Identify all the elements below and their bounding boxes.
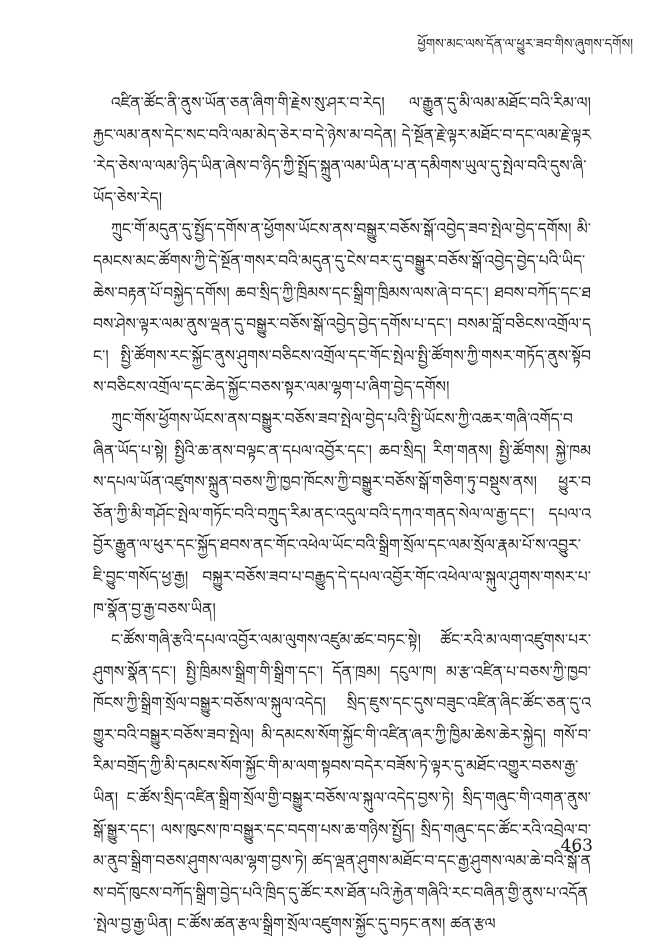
page-number: 463: [560, 836, 593, 856]
paragraph-2: ཀྲུང་གོ་མདུན་དུ་སྤྱོད་དགོས་ན་ཕྱོགས་ཡོངས་ནས་བསྒྱུར་བཅོས་སྒོ་འབྱེད་ཟབ་སྤེལ་བྱེད་དགོས། མི་དམངས་མང་ཚོགས་ཀྱི་དེ་སྔོན་གསར་བའི་མདུན་དུ་ངེས་བར་དུ་བསྒྱུར་བཅོས་སྒོ་འབྱེད་བྱེད་པའི་ཡིད་ཆེས་བརྟན་པོ་བསྐྱེད་དགོས། ཆབ་སྲིད་ཀྱི་ཁྲིམས་དང་སྒྲིག་ཁྲིམས་ལས་ཞེ་བ་དང་། ཐབས་བཀོད་དང་ཐབས་ཤེས་ལྟར་ལམ་ནུས་ལྡན་དུ་བསྒྱུར་བཅོས་སྒོ་འབྱེད་བྱེད་དགོས་པ་དང་། བསམ་བློ་བཅིངས་འགྲོལ་དང་། སྤྱི་ཚོགས་རང་སྐྱོང་ནུས་ཤུགས་བཅིངས་འགྲོལ་དང་གོང་སྤེལ་སྤྱི་ཚོགས་ཀྱི་གསར་གཏོད་ནུས་སྟོབས་བཅིངས་འགྲོལ་དང་ཆེད་སྐྱོང་བཅས་སྟར་ལམ་ལྷག་པ་ཞིག་བྱེད་དགོས།: [93, 220, 591, 397]
paragraph-1: འཛིན་ཚོང་ནི་ནུས་ཡོན་ཅན་ཞིག་གི་རྗེས་སུ་ཤར་བ་རེད། ལ་རྒྱུན་དུ་མི་ལམ་མཐོང་བའི་རིམ་ལ། རྐྱང་ལམ་ནས་དེང་སང་བའི་ལམ་མེད་ཅེར་བ་དེ་ཉེས་མ་བདེན། དེ་སྔོན་རྗེ་ལྟར་མཐོང་བ་དང་ལམ་རྗེ་ལྟར་རེད་ཅེས་ལ་ལམ་ཉིད་ཡིན་ཞེས་བ་ཉིད་ཀྱི་སྤྲོད་སྐྲུན་ལམ་ཡིན་པ་ན་དམིགས་ཡུལ་དུ་སྤེལ་བའི་དུས་ཞི་ཡོད་ཅེས་རེད།: [93, 94, 591, 207]
paragraph-4: ང་ཚོས་གཞི་རྩའི་དཔལ་འབྱོར་ལམ་ལུགས་འཛུམ་ཚང་བཏང་སྟེ། ཚོང་རའི་མ་ལག་འཛུགས་པར་ཤུགས་སྣོན་དང་། སྤྱི་ཁྲིམས་སྒྲིག་གི་སྒྲིག་དང་། དོན་ཁྲམ། དངུལ་ཁ། མ་རྩ་འཛིན་པ་བཅས་ཀྱི་ཁྱབ་ཁོངས་ཀྱི་སྒྲིག་སྲོལ་བསྒྱུར་བཅོས་ལ་སྐུལ་འདེད། སྲིད་ཇུས་དང་དུས་བཟུང་འཛིན་ཞིང་ཚོང་ཅན་དུ་འགྱུར་བའི་བསྒྱུར་བཅོས་ཟབ་སྤེལ། མི་དམངས་སོག་སྐྱོང་གི་འཛིན་ཞར་ཀྱི་ཁྱིམ་ཆེས་ཆེར་སྐྱེད། གསོ་བ་རིམ་བགྲོད་ཀྱི་མི་དམངས་སོག་སྐྱོང་གི་མ་ལག་སྟབས་བདེར་བཟོས་ཏེ་ལྟར་དུ་མཐོང་འགྱུར་བཅས་རྒྱ་ཡིན། ང་ཚོས་སྲིད་འཛིན་སྒྲིག་སྲོལ་གྱི་བསྒྱུར་བཅོས་ལ་སྐུལ་འདེད་བྱས་ཏེ། སྲིད་གཞུང་གི་འགན་ནུས་སྒོ་སྒྱུར་དང་། ལས་ཁུངས་ཁ་བསྒྱུར་དང་བདག་པས་ཆ་གཉིས་སྤྱོད། སྲིད་གཞུང་དང་ཚོང་རའི་འབྲེལ་བ་མ་ནུབ་སྒྲིག་བཅས་ཤུགས་ལམ་ལྷག་བྱས་ཏེ། ཚད་ལྡན་ཤུགས་མཐོང་བ་དང་རྒྱ་ཤུགས་ལམ་ཆེ་བའི་སྒོ་ནས་བདོ་ཁུངས་བཀོད་སྒྲིག་བྱེད་པའི་ཁྲིད་དུ་ཚོང་རས་ཐོན་པའི་རྐྱེན་གཞིའི་རང་བཞིན་གྱི་ནུས་པ་འདོན་སྤེལ་བྱ་རྒྱ་ཡིན། ང་ཚོས་ཚན་རྩལ་སྒྲིག་སྲོལ་འཛུགས་སྐྱོང་དུ་བཏང་ནས། ཚན་རྩལ: [93, 631, 591, 934]
body-text: [93, 88, 591, 941]
paragraph-3: ཀྲུང་གོས་ཕྱོགས་ཡོངས་ནས་བསྒྱུར་བཅོས་ཟབ་སྤེལ་བྱེད་པའི་སྤྱི་ཡོངས་ཀྱི་འཆར་གཞི་འགོད་བཞིན་ཡོད་པ་སྟེ། སྤྱིའི་ཆ་ནས་བལྟང་ན་དཔལ་འབྱོར་དང་། ཆབ་སྲིད། རིག་གནས། སྤྱི་ཚོགས། སྐྱེ་ཁམས་དཔལ་ཡོན་འཛུགས་སྐྲུན་བཅས་ཀྱི་ཁྱབ་ཁོངས་ཀྱི་བསྒྱུར་བཅོས་སྒོ་གཅིག་ཏུ་བསྡུས་ནས། ཕྱུར་བཅོན་ཀྱི་མི་གཤོང་སྤེལ་གཏོང་བའི་བཀྲུད་རིམ་ནང་འདུལ་བའི་དཀའ་གནད་སེལ་ལ་རྒྱ་དང་། དཔལ་འབྱོར་རྒྱུན་ལ་ཕུར་དང་སྐྱོད་ཐབས་ནང་གོང་འཕེལ་ཡོང་བའི་སྒྲིག་སྲོལ་དང་ལམ་སྲོལ་རྣམ་པོ་ས་འབྱུར་ཇི་བྱུང་གསོད་ཕྱ་རྒྱ། བསྐྱུར་བཅོས་ཟབ་པ་བརྒྱུད་དེ་དཔལ་འབྱོར་གོང་འཕེལ་ལ་སྐུལ་ཤུགས་གསར་པ་ཁ་སྣོན་བྱ་རྒྱ་བཅས་ཡིན།: [93, 409, 591, 618]
running-header: ཕྱོགས་མང་ལས་དོན་ལ་ཕྱུར་ཟབ་གིས་ཞུགས་དགོས།: [417, 37, 633, 52]
